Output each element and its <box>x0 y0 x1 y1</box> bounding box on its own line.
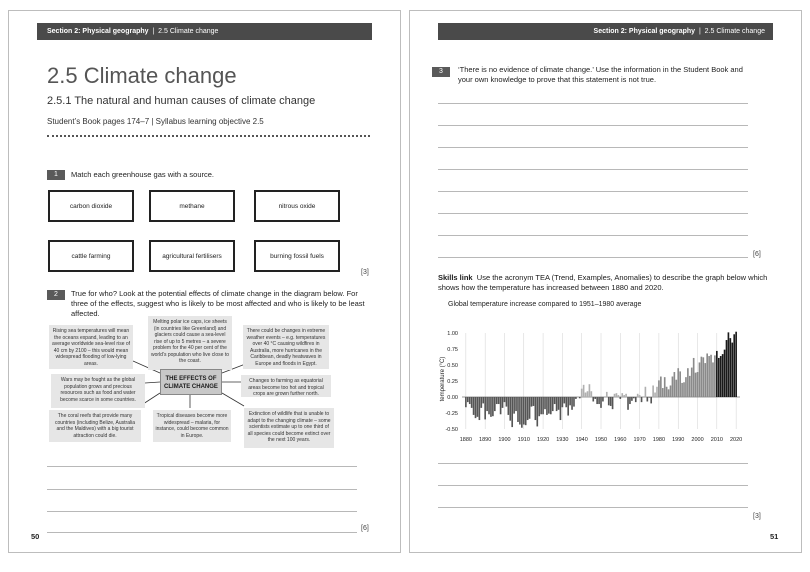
skills-link-text: Use the acronym TEA (Trend, Examples, Anomalies) to describe the graph below which shows how the temperature has increased between 1880 and 2020. <box>438 273 768 292</box>
x-tick-label: 1940 <box>575 437 588 443</box>
chart-bar <box>656 387 658 397</box>
question-2-number: 2 <box>47 290 65 300</box>
header-separator: | <box>698 28 701 35</box>
chart-bar <box>494 397 496 411</box>
chart-bar <box>482 397 484 403</box>
right-page-header <box>438 23 773 40</box>
chart-bar <box>616 393 618 397</box>
gas-box-carbon-dioxide[interactable]: carbon dioxide <box>48 190 134 222</box>
chart-bar <box>629 397 631 404</box>
chart-bar <box>718 358 720 397</box>
chart-bar <box>716 351 718 397</box>
chart-bar <box>475 397 477 418</box>
question-1-marks: [3] <box>361 269 369 276</box>
chart-bar <box>500 397 502 414</box>
answer-line[interactable] <box>47 532 357 533</box>
chart-bar <box>488 397 490 414</box>
chart-bar <box>558 397 560 410</box>
chart-bar <box>473 397 475 415</box>
chart-bar <box>623 395 625 397</box>
chart-bar <box>585 393 587 397</box>
source-box-cattle-farming[interactable]: cattle farming <box>48 240 134 272</box>
x-tick-label: 1890 <box>479 437 492 443</box>
chart-bar <box>650 397 652 403</box>
question-3-text: ‘There is no evidence of climate change.’ Use the information in the Student Book and your own knowledge to prove that this statement is not true. <box>458 65 743 84</box>
chart-bar <box>533 397 535 406</box>
chart-bar <box>496 397 498 404</box>
chart-bar <box>728 332 730 397</box>
chart-bar <box>697 372 699 397</box>
chart-bar <box>670 385 672 397</box>
right-page <box>409 10 802 553</box>
chart-bar <box>531 397 533 407</box>
chart-bar <box>523 397 525 425</box>
chart-bar <box>548 397 550 414</box>
chart-bar <box>565 397 567 407</box>
chart-bar <box>592 397 594 401</box>
x-tick-label: 1900 <box>498 437 511 443</box>
answer-line[interactable] <box>438 485 748 486</box>
y-tick-label: -0.25 <box>445 411 458 417</box>
effect-extreme-weather: There could be changes in extreme weather events – e.g. temperatures over 40 °C causing wildfires in Australia, more hurricanes in the Caribbean, deadly heatwaves in Europe and floods in Egypt. <box>243 325 329 369</box>
chart-bar <box>648 397 650 398</box>
chart-bar <box>704 363 706 397</box>
chart-bar <box>513 397 515 414</box>
diagram-connectors <box>9 11 401 553</box>
final-marks: [3] <box>753 513 761 520</box>
source-box-burning-fossil-fuels[interactable]: burning fossil fuels <box>254 240 340 272</box>
chart-bar <box>515 397 517 411</box>
answer-line[interactable] <box>438 507 748 508</box>
page-number-left: 50 <box>31 532 40 541</box>
y-tick-label: 0.75 <box>447 347 458 353</box>
chart-bar <box>517 397 519 422</box>
answer-line[interactable] <box>438 103 748 104</box>
chart-bar <box>685 377 687 397</box>
chart-bar <box>699 362 701 397</box>
chart-bar <box>637 394 639 397</box>
chart-bar <box>575 397 577 399</box>
chart-bar <box>571 397 573 410</box>
chart-bar <box>471 397 473 408</box>
y-tick-label: 1.00 <box>447 331 458 337</box>
chart-bar <box>614 394 616 397</box>
x-tick-label: 2010 <box>710 437 723 443</box>
x-tick-label: 1960 <box>614 437 627 443</box>
x-tick-label: 1930 <box>556 437 569 443</box>
chart-bar <box>492 397 494 416</box>
chart-bar <box>465 397 467 407</box>
chart-bar <box>508 397 510 415</box>
chart-bar <box>469 397 471 404</box>
chart-bar <box>695 373 697 397</box>
chart-bar <box>480 397 482 408</box>
source-box-agricultural-fertilisers[interactable]: agricultural fertilisers <box>149 240 235 272</box>
chart-bar <box>668 389 670 397</box>
header-topic: 2.5 Climate change <box>704 28 765 35</box>
chart-bar <box>731 343 733 397</box>
question-1-number: 1 <box>47 170 65 180</box>
chart-bar <box>519 397 521 425</box>
answer-line[interactable] <box>47 511 357 512</box>
chart-bar <box>612 397 614 409</box>
chart-bar <box>691 368 693 397</box>
page-number-right: 51 <box>770 532 779 541</box>
y-tick-label: 0.50 <box>447 363 458 369</box>
chart-bar <box>560 397 562 420</box>
x-tick-label: 2000 <box>691 437 704 443</box>
connector-wars <box>145 382 160 383</box>
question-2-marks: [6] <box>361 525 369 532</box>
chart-bar <box>587 391 589 397</box>
chart-title: Global temperature increase compared to 1951–1980 average <box>448 301 642 308</box>
chart-bar <box>589 384 591 397</box>
chart-bar <box>722 354 724 397</box>
chart-bar <box>658 380 660 397</box>
question-3-number: 3 <box>432 67 450 77</box>
chart-bar <box>618 395 620 397</box>
chart-bar <box>631 397 633 401</box>
book-reference: Student’s Book pages 174–7 | Syllabus learning objective 2.5 <box>47 117 264 126</box>
chart-bar <box>521 397 523 428</box>
chart-bar <box>502 397 504 408</box>
chart-bar <box>679 371 681 397</box>
chart-bar <box>490 397 492 417</box>
chart-bar <box>479 397 481 420</box>
answer-line[interactable] <box>438 147 748 148</box>
chart-bar <box>683 382 685 397</box>
header-section: Section 2: Physical geography <box>47 28 149 35</box>
effect-ice-caps: Melting polar ice caps, ice sheets (in countries like Greenland) and glaciers could cause a sea-level rise of up to 5 metres – a severe problem for the 40 per cent of the world’s population who live close to the coast. <box>148 316 232 370</box>
chart-bar <box>504 397 506 402</box>
chart-bar <box>674 372 676 397</box>
chart-bar <box>591 391 593 397</box>
chart-bar <box>546 397 548 415</box>
chart-bar <box>484 397 486 419</box>
answer-line[interactable] <box>438 257 748 258</box>
chart-bar <box>596 397 598 404</box>
answer-line[interactable] <box>438 191 748 192</box>
chart-bar <box>552 397 554 411</box>
question-1-text: Match each greenhouse gas with a source. <box>71 170 215 179</box>
chart-bar <box>550 397 552 414</box>
effect-wildlife-extinction: Extinction of wildlife that is unable to adapt to the changing climate – some scientists estimate up to one third of all species could become extinct over the next 100 years. <box>244 408 334 448</box>
chart-bar <box>693 358 695 397</box>
chart-bar <box>525 397 527 425</box>
chart-bar <box>708 356 710 397</box>
chart-bar <box>527 397 529 420</box>
x-tick-label: 1880 <box>459 437 472 443</box>
chart-bar <box>677 368 679 397</box>
chart-bar <box>509 397 511 421</box>
chart-bar <box>581 389 583 397</box>
chart-bar <box>639 395 641 397</box>
chart-bar <box>733 334 735 397</box>
chart-y-axis-label: temperature (°C) <box>440 356 446 402</box>
answer-line[interactable] <box>47 489 357 490</box>
effect-coral-reefs: The coral reefs that provide many countries (including Belize, Australia and the Maldives) with a big tourist attraction could die. <box>49 410 141 442</box>
chart-bar <box>556 397 558 411</box>
chart-bar <box>735 332 737 397</box>
x-tick-label: 2020 <box>730 437 743 443</box>
x-tick-label: 1990 <box>672 437 685 443</box>
chart-bar <box>544 397 546 409</box>
chart-bar <box>602 397 604 401</box>
x-tick-label: 1920 <box>536 437 550 443</box>
chart-bar <box>681 383 683 397</box>
chart-bar <box>573 397 575 407</box>
chart-bar <box>706 353 708 397</box>
chart-bar <box>604 396 606 397</box>
chart-bar <box>687 368 689 397</box>
left-page <box>8 10 401 553</box>
chart-bar <box>594 397 596 399</box>
chart-bar <box>712 362 714 397</box>
chart-bar <box>606 392 608 397</box>
chart-bar <box>542 397 544 414</box>
answer-line[interactable] <box>438 235 748 236</box>
chart-bar <box>702 357 704 397</box>
chart-bar <box>538 397 540 416</box>
header-section: Section 2: Physical geography <box>593 28 696 35</box>
chart-bar <box>675 380 677 397</box>
chart-bar <box>654 393 656 397</box>
question-3-marks: [6] <box>753 251 761 258</box>
chart-bar <box>621 393 623 397</box>
answer-line[interactable] <box>47 466 357 467</box>
question-2-text: True for who? Look at the potential effects of climate change in the diagram below. For three of the effects, suggest who is likely to be most affected and who is likely to be least affected. <box>71 289 365 318</box>
header-topic: 2.5 Climate change <box>158 28 219 35</box>
chart-bar <box>720 356 722 397</box>
y-tick-label: 0.25 <box>447 379 458 385</box>
chart-bar <box>643 396 645 397</box>
chart-bar <box>600 397 602 408</box>
effect-tropical-diseases: Tropical diseases become more widespread – malaria, for instance, could become common in Europe. <box>153 410 231 442</box>
x-tick-label: 1910 <box>517 437 530 443</box>
answer-line[interactable] <box>438 213 748 214</box>
chart-bar <box>536 397 538 426</box>
y-tick-label: 0.00 <box>447 395 458 401</box>
chart-bar <box>563 397 565 403</box>
chart-bar <box>562 397 564 407</box>
chart-bar <box>726 340 728 397</box>
chart-bar <box>498 397 500 404</box>
chart-bar <box>724 350 726 397</box>
chart-bar <box>627 397 629 410</box>
chart-bar <box>579 397 581 398</box>
diagram-center-label: THE EFFECTS OF CLIMATE CHANGE <box>160 369 222 395</box>
page-subtitle: 2.5.1 The natural and human causes of climate change <box>47 95 316 107</box>
chart-bar <box>625 394 627 397</box>
chart-bar <box>730 338 732 397</box>
answer-line[interactable] <box>438 463 748 464</box>
chart-bar <box>635 397 637 402</box>
chart-bar <box>672 377 674 397</box>
chart-bar <box>660 377 662 397</box>
chart-bar <box>608 397 610 405</box>
temperature-chart <box>410 311 802 461</box>
chart-bar <box>662 388 664 397</box>
x-tick-label: 1950 <box>594 437 608 443</box>
x-tick-label: 1980 <box>652 437 666 443</box>
chart-bar <box>506 397 508 407</box>
chart-bar <box>664 377 666 397</box>
chart-bar <box>666 387 668 397</box>
chart-bar <box>710 355 712 397</box>
chart-bar <box>645 387 647 397</box>
chart-bar <box>701 357 703 397</box>
chart-bar <box>511 397 513 427</box>
chart-bar <box>486 397 488 411</box>
gas-box-nitrous-oxide[interactable]: nitrous oxide <box>254 190 340 222</box>
y-tick-label: -0.50 <box>445 427 458 433</box>
chart-bar <box>554 397 556 404</box>
chart-bar <box>619 397 621 399</box>
chart-bar <box>569 397 571 405</box>
answer-line[interactable] <box>438 125 748 126</box>
gas-box-methane[interactable]: methane <box>149 190 235 222</box>
chart-bar <box>641 397 643 402</box>
chart-bar <box>535 397 537 420</box>
chart-bar <box>467 397 469 402</box>
header-separator: | <box>152 28 155 35</box>
chart-bar <box>567 397 569 416</box>
chart-bar <box>610 397 612 406</box>
chart-bar <box>583 385 585 397</box>
page-title: 2.5 Climate change <box>47 63 237 88</box>
effect-wars: Wars may be fought as the global population grows and precious resources such as food and water become scarce in some countries. <box>51 374 145 408</box>
chart-bar <box>652 385 654 397</box>
skills-link-label: Skills link <box>438 273 473 282</box>
chart-bar <box>689 376 691 397</box>
x-tick-label: 1970 <box>633 437 646 443</box>
chart-bar <box>647 397 649 401</box>
chart-bar <box>714 355 716 397</box>
effect-farming: Changes to farming as equatorial areas become too hot and tropical crops are grown further north. <box>241 375 331 397</box>
chart-bar <box>529 397 531 419</box>
effect-sea-level: Rising sea temperatures will mean the oceans expand, leading to an average worldwide sea-level rise of 40 cm by 2100 – this would mean widespread flooding of low-lying areas. <box>49 325 133 369</box>
skills-link <box>438 273 768 293</box>
chart-bar <box>540 397 542 414</box>
chart-bar <box>633 397 635 398</box>
chart-bar <box>477 397 479 417</box>
answer-line[interactable] <box>438 169 748 170</box>
chart-bar <box>598 397 600 404</box>
